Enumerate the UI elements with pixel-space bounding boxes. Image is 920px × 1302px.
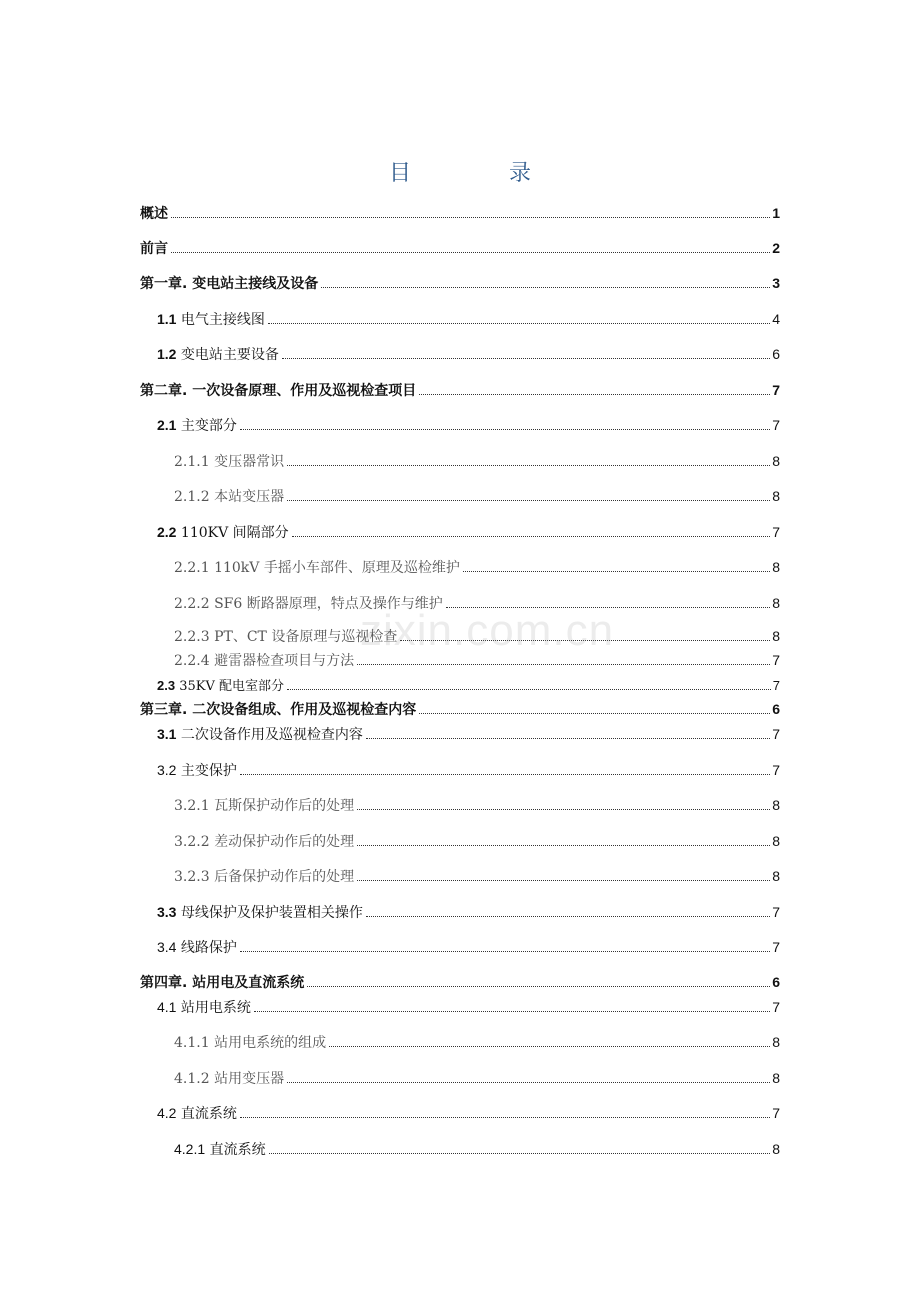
toc-page: 8 [772,1141,780,1157]
leader-dots [269,1152,771,1154]
toc-label: 概述 [140,206,168,222]
leader-dots [171,251,770,253]
toc-entry-1-2[interactable] [157,344,780,364]
toc-label: 2.2.3 PT、CT 设备原理与巡视检查 [174,629,398,645]
toc-label: 直流系统 [205,1142,266,1158]
toc-page: 2 [772,240,780,256]
toc-page: 8 [772,628,780,644]
section-number: 3.2 [157,762,177,778]
toc-label: 前言 [140,241,168,257]
leader-dots [357,879,770,881]
toc-label: 线路保护 [176,940,237,956]
leader-dots [463,570,770,572]
toc-label: 2.1.1 变压器常识 [174,454,285,470]
toc-page: 7 [772,999,780,1015]
toc-page: 7 [772,382,780,398]
toc-entry-3-3[interactable] [157,902,780,922]
toc-label: 110KV 间隔部分 [176,525,289,541]
toc-page: 7 [772,726,780,742]
leader-dots [254,1010,770,1012]
toc-label: 35KV 配电室部分 [175,679,284,694]
toc-page: 1 [772,205,780,221]
toc-page: 7 [772,762,780,778]
section-number: 3.1 [157,726,177,742]
toc-page: 3 [772,275,780,291]
toc-label: 3.2.3 后备保护动作后的处理 [174,869,355,885]
toc-entry-4-1[interactable] [157,997,780,1017]
toc-page: 8 [772,595,780,611]
toc-label: 3.2.1 瓦斯保护动作后的处理 [174,798,355,814]
toc-entry-4-2-1[interactable] [174,1139,780,1159]
toc-label: 第四章. 站用电及直流系统 [140,975,305,991]
section-number: 2.2 [157,524,177,540]
toc-page: 8 [772,559,780,575]
section-number: 1.2 [157,346,177,362]
toc-entry-2-1-1[interactable] [174,451,780,471]
toc-entry-3-2-1[interactable] [174,795,780,815]
leader-dots [366,737,770,739]
toc-page: 8 [772,1034,780,1050]
toc-entry-4-1-2[interactable] [174,1068,780,1088]
toc-entry-2-3[interactable] [157,675,780,694]
leader-dots [240,773,770,775]
leader-dots [240,950,770,952]
toc-entry-3-2-3[interactable] [174,866,780,886]
toc-label: 第一章. 变电站主接线及设备 [140,276,319,292]
section-number: 3.3 [157,904,177,920]
toc-page: 7 [772,939,780,955]
toc-label: 母线保护及保护装置相关操作 [176,905,363,921]
leader-dots [419,712,770,714]
toc-entry-3-2-2[interactable] [174,831,780,851]
toc-title: 目 录 [388,161,569,186]
leader-dots [240,1116,770,1118]
toc-label: 变电站主要设备 [176,347,279,363]
toc-label: 主变部分 [176,418,237,434]
toc-page: 8 [772,797,780,813]
toc-label: 2.2.4 避雷器检查项目与方法 [174,653,355,669]
toc-label: 2.2.1 110kV 手摇小车部件、原理及巡检维护 [174,560,460,576]
leader-dots [329,1045,770,1047]
section-number: 2.1 [157,417,177,433]
section-number: 4.2 [157,1105,177,1121]
toc-page: 4 [772,311,780,327]
toc-page: 8 [772,1070,780,1086]
toc-label: 4.1.1 站用电系统的组成 [174,1035,327,1051]
toc-label: 二次设备作用及巡视检查内容 [176,727,363,743]
toc-label: 站用电系统 [176,1000,251,1016]
toc-page: 8 [772,833,780,849]
leader-dots [240,428,770,430]
section-number: 4.2.1 [174,1141,206,1157]
toc-entry-2-2[interactable] [157,522,780,542]
toc-label: 第三章. 二次设备组成、作用及巡视检查内容 [140,702,417,718]
toc-entry-4-2[interactable] [157,1103,780,1123]
toc-page: 6 [772,346,780,362]
toc-page: 6 [772,974,780,990]
leader-dots [268,322,770,324]
toc-entry-chapter-2[interactable] [140,380,780,400]
leader-dots [307,985,770,987]
leader-dots [282,357,770,359]
toc-page: 8 [772,488,780,504]
leader-dots [419,393,770,395]
toc-entry-2-1-2[interactable] [174,486,780,506]
toc-page: 8 [772,453,780,469]
toc-entry-3-4[interactable] [157,937,780,957]
toc-label: 直流系统 [176,1106,237,1122]
toc-entry-chapter-4[interactable] [140,972,780,992]
toc-label: 3.2.2 差动保护动作后的处理 [174,834,355,850]
toc-label: 电气主接线图 [176,312,265,328]
leader-dots [400,639,770,641]
leader-dots [357,808,770,810]
toc-entry-2-2-1[interactable] [174,557,780,577]
leader-dots [287,464,770,466]
toc-page: 6 [772,701,780,717]
leader-dots [287,1081,770,1083]
toc-label: 2.1.2 本站变压器 [174,489,285,505]
section-number: 4.1 [157,999,177,1015]
toc-label: 2.2.2 SF6 断路器原理，特点及操作与维护 [174,596,443,612]
toc-entry-2-2-3[interactable] [174,626,780,646]
toc-page: 7 [772,652,780,668]
leader-dots [357,663,770,665]
leader-dots [446,606,770,608]
leader-dots [321,286,770,288]
toc-page: 7 [772,904,780,920]
section-number: 3.4 [157,939,177,955]
toc-page: 7 [772,678,780,693]
toc-label: 第二章. 一次设备原理、作用及巡视检查项目 [140,383,417,399]
toc-page: 7 [772,1105,780,1121]
toc-label: 4.1.2 站用变压器 [174,1071,285,1087]
toc-entry-overview[interactable] [140,203,780,223]
section-number: 2.3 [157,678,176,693]
leader-dots [366,915,770,917]
toc-entry-2-2-2[interactable] [174,593,780,613]
leader-dots [287,688,771,690]
toc-entry-2-2-4[interactable] [174,650,780,670]
leader-dots [287,499,770,501]
toc-label: 主变保护 [176,763,237,779]
toc-entry-2-1[interactable] [157,415,780,435]
toc-entry-3-2[interactable] [157,760,780,780]
toc-entry-4-1-1[interactable] [174,1032,780,1052]
leader-dots [357,844,770,846]
watermark: zixin.com.cn [360,606,615,655]
toc-entry-chapter-3[interactable] [140,699,780,719]
leader-dots [292,535,771,537]
toc-page: 8 [772,868,780,884]
toc-entry-chapter-1[interactable] [140,273,780,293]
toc-page: 7 [772,417,780,433]
section-number: 1.1 [157,311,177,327]
toc-page: 7 [772,524,780,540]
leader-dots [171,216,770,218]
toc-entry-preface[interactable] [140,238,780,258]
toc-entry-3-1[interactable] [157,724,780,744]
toc-entry-1-1[interactable] [157,309,780,329]
